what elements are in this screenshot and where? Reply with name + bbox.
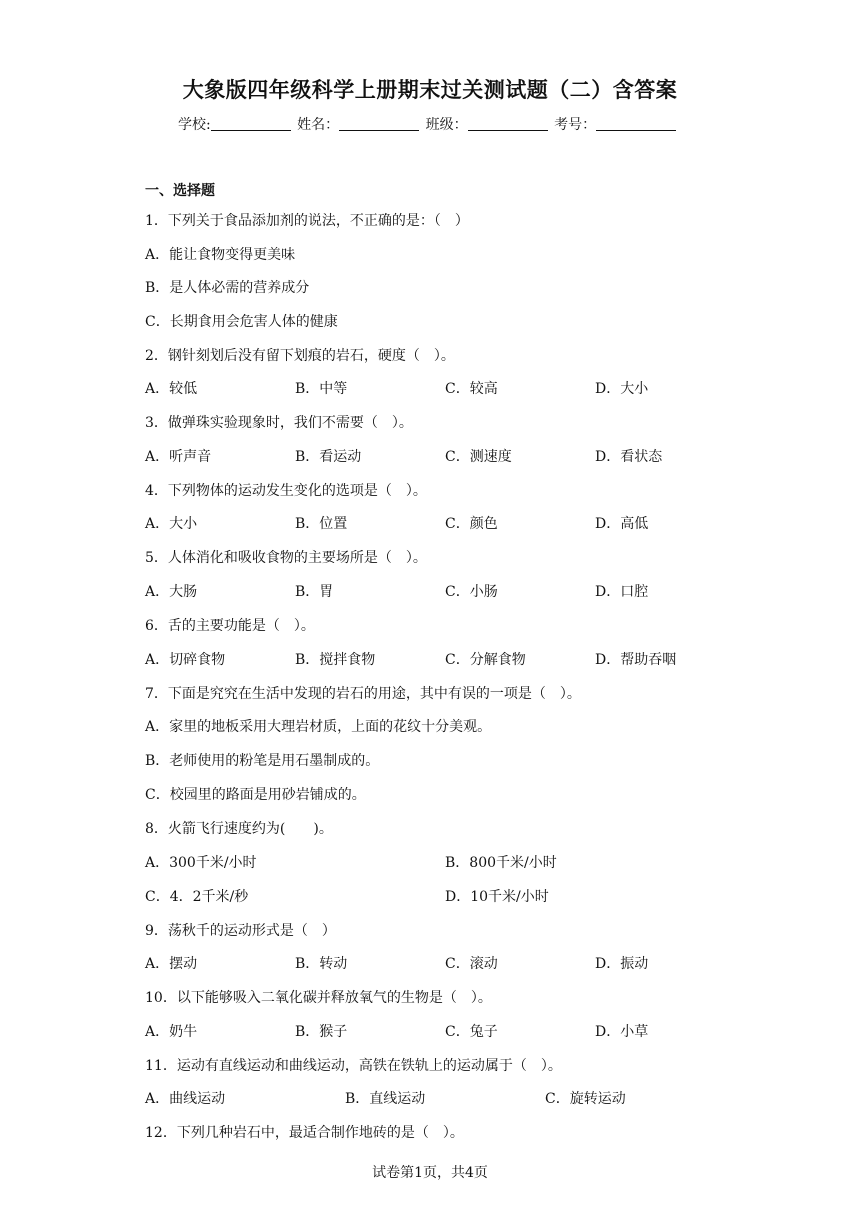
q9-option-c[interactable]: C．滚动: [445, 956, 498, 972]
q4-option-c[interactable]: C．颜色: [445, 516, 498, 532]
q6-option-d[interactable]: D．帮助吞咽: [595, 652, 677, 668]
q2-option-d[interactable]: D．大小: [595, 381, 649, 397]
question-1: 1．下列关于食品添加剂的说法，不正确的是：（ ）: [145, 213, 469, 229]
school-label: 学校:: [178, 117, 211, 133]
q4-option-b[interactable]: B．位置: [295, 516, 348, 532]
q4-option-d[interactable]: D．高低: [595, 516, 649, 532]
q8-option-a[interactable]: A．300千米/小时: [145, 855, 257, 871]
question-3: 3．做弹珠实验现象时，我们不需要（ ）。: [145, 415, 413, 431]
q10-option-d[interactable]: D．小草: [595, 1024, 649, 1040]
q6-option-a[interactable]: A．切碎食物: [145, 652, 226, 668]
q7-option-b[interactable]: B．老师使用的粉笔是用石墨制成的。: [145, 753, 380, 769]
name-blank[interactable]: [339, 116, 419, 131]
q2-option-c[interactable]: C．较高: [445, 381, 498, 397]
question-10: 10．以下能够吸入二氧化碳并释放氧气的生物是（ ）。: [145, 990, 492, 1006]
exam-no-label: 考号：: [554, 117, 597, 133]
q6-option-c[interactable]: C．分解食物: [445, 652, 526, 668]
q3-option-a[interactable]: A．听声音: [145, 449, 212, 465]
q6-option-b[interactable]: B．搅拌食物: [295, 652, 376, 668]
q4-option-a[interactable]: A．大小: [145, 516, 198, 532]
q3-option-d[interactable]: D．看状态: [595, 449, 663, 465]
school-blank[interactable]: [211, 116, 291, 131]
q3-option-b[interactable]: B．看运动: [295, 449, 362, 465]
q8-option-b[interactable]: B．800千米/小时: [445, 855, 557, 871]
q5-option-a[interactable]: A．大肠: [145, 584, 198, 600]
class-label: 班级：: [425, 117, 468, 133]
q9-option-b[interactable]: B．转动: [295, 956, 348, 972]
question-4: 4．下列物体的运动发生变化的选项是（ ）。: [145, 483, 427, 499]
question-11: 11．运动有直线运动和曲线运动，高铁在铁轨上的运动属于（ ）。: [145, 1058, 562, 1074]
question-7: 7．下面是究究在生活中发现的岩石的用途，其中有误的一项是（ ）。: [145, 686, 581, 702]
student-info-line: [178, 114, 678, 134]
q8-option-d[interactable]: D．10千米/小时: [445, 889, 549, 905]
q11-option-a[interactable]: A．曲线运动: [145, 1091, 226, 1107]
q9-option-a[interactable]: A．摆动: [145, 956, 198, 972]
question-5: 5．人体消化和吸收食物的主要场所是（ ）。: [145, 550, 427, 566]
q10-option-a[interactable]: A．奶牛: [145, 1024, 198, 1040]
q10-option-c[interactable]: C．兔子: [445, 1024, 498, 1040]
q11-option-b[interactable]: B．直线运动: [345, 1091, 426, 1107]
question-8: 8．火箭飞行速度约为( )。: [145, 821, 333, 837]
q2-option-b[interactable]: B．中等: [295, 381, 348, 397]
q7-option-a[interactable]: A．家里的地板采用大理岩材质，上面的花纹十分美观。: [145, 719, 492, 735]
q1-option-a[interactable]: A．能让食物变得更美味: [145, 247, 296, 263]
name-label: 姓名：: [297, 117, 340, 133]
q8-option-c[interactable]: C．4．2千米/秒: [145, 889, 249, 905]
q5-option-c[interactable]: C．小肠: [445, 584, 498, 600]
q7-option-c[interactable]: C．校园里的路面是用砂岩铺成的。: [145, 787, 366, 803]
q5-option-b[interactable]: B．胃: [295, 584, 334, 600]
section-title: 一、选择题: [145, 183, 215, 199]
page-title: 大象版四年级科学上册期末过关测试题（二）含答案: [182, 78, 678, 102]
q5-option-d[interactable]: D．口腔: [595, 584, 649, 600]
q11-option-c[interactable]: C．旋转运动: [545, 1091, 626, 1107]
exam-no-blank[interactable]: [596, 116, 676, 131]
page-footer: 试卷第1页，共4页: [372, 1165, 488, 1181]
q10-option-b[interactable]: B．猴子: [295, 1024, 348, 1040]
q9-option-d[interactable]: D．振动: [595, 956, 649, 972]
q1-option-c[interactable]: C．长期食用会危害人体的健康: [145, 314, 338, 330]
q1-option-b[interactable]: B．是人体必需的营养成分: [145, 280, 310, 296]
question-9: 9．荡秋千的运动形式是（ ）: [145, 923, 336, 939]
question-6: 6．舌的主要功能是（ ）。: [145, 618, 315, 634]
question-12: 12．下列几种岩石中，最适合制作地砖的是（ ）。: [145, 1125, 464, 1141]
question-2: 2．钢针刻划后没有留下划痕的岩石，硬度（ ）。: [145, 348, 455, 364]
q2-option-a[interactable]: A．较低: [145, 381, 198, 397]
q3-option-c[interactable]: C．测速度: [445, 449, 512, 465]
class-blank[interactable]: [468, 116, 548, 131]
